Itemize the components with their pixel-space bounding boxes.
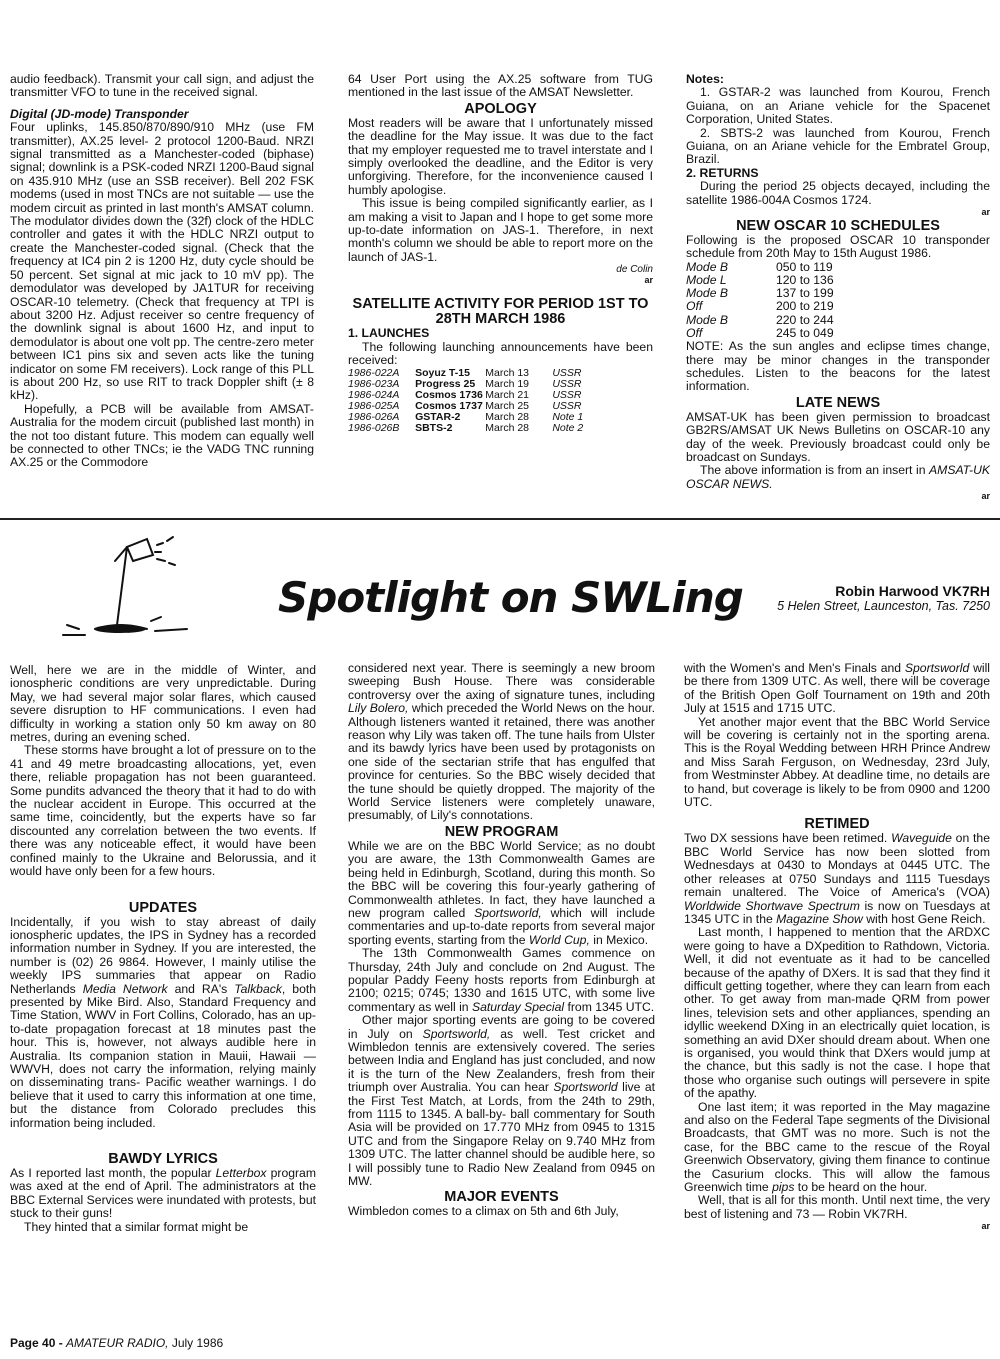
italic-text: pips [772,1180,795,1195]
swl-column-3 [684,662,990,1231]
subheading-launches: 1. LAUNCHES [348,326,430,341]
launch-row [348,379,653,390]
paragraph [684,1101,990,1195]
text: as well. Test cricket and Wimbledon tennis are extensively covered. The series between India and England has just concluded, and now it is the turn of the New Zealanders, fresh from their triumph over Australia. You can hear [348,1026,656,1095]
top-column-2 [348,73,653,434]
italic-text: Saturday Special [471,999,565,1014]
text: from 1345 UTC. [564,999,655,1014]
section-heading-major-events: MAJOR EVENTS [444,1189,559,1206]
paragraph [684,662,990,716]
text: , both presented by Mike Bird. Also, Standard Frequency and Time Station, WWV in Fort Collins, Colorado, has an up-to-date propagation forecast at 18 minutes past the hour. This is, however, not always audible here in Australia. Its companion station in Mauii, Hawaii — WWVH, does not carry the information, relying mainly on disseminating trans- Pacific weather warnings. I do believe that it used to carry this information at one time, but the distance from Colorado precludes this information being included. [10,981,317,1130]
text: and RA's [167,981,235,996]
italic-text: Worldwide Shortwave Spectrum [684,898,860,913]
launch-date: March 28 [485,410,530,423]
italic-text: Magazine Show [776,911,863,926]
launch-note: USSR [552,399,582,412]
text: to be heard on the hour. [794,1180,928,1195]
section-divider [0,518,1000,520]
italic-text: Letterbox [215,1166,267,1180]
notes-heading: Notes: [686,72,724,86]
launch-id: 1986-025A [348,399,400,412]
text: is now on Tuesdays at 1345 UTC in the [684,898,990,926]
launch-note: USSR [552,377,582,390]
page-number: Page 40 - [10,1336,67,1350]
section-heading-late-news: LATE NEWS [795,394,881,411]
schedule-range: 200 to 219 [776,299,834,314]
magazine-name: AMATEUR RADIO, [66,1336,169,1350]
text: Incidentally, if you wish to stay abreast of daily ionospheric updates, the IPS in Sydney has a recorded information number in Sydney. If you are interested, the number is (02) 26 9864. However, I mainly utilise the weekly IPS summaries that appear on Radio Netherlands [10,914,316,996]
italic-text: Media Network [82,981,168,996]
paragraph [348,947,655,1014]
paragraph: Well, here we are in the middle of Winter, and ionospheric conditions are very unpredictable. During May, we had several major solar flares, which caused severe disruption to HF communications. I even had difficulty in working a station only 50 km away on 80 metres, during an evening sched. [10,663,316,745]
top-column-1 [10,73,314,470]
paragraph: Hopefully, a PCB will be available from AMSAT-Australia for the modem circuit (published last month) in the not too distant future. This modem can equally well be connected to other TNCs; ie the VADG TNC running AX.25 or the Commodore [10,401,314,470]
launch-name: Cosmos 1737 [415,399,483,412]
schedule-mode: Mode B [686,286,729,301]
launch-table [348,368,653,434]
launch-name: Cosmos 1736 [415,388,483,401]
text: The above information is from an insert in [700,463,930,478]
schedule-range: 245 to 049 [776,325,834,340]
italic-text: AMSAT-UK OSCAR NEWS. [686,463,990,491]
launch-date: March 13 [485,366,530,379]
antenna-drawing [55,525,205,650]
author-block [700,583,990,613]
schedule-range: 137 to 199 [776,286,834,301]
subheading-returns: 2. RETURNS [686,165,759,180]
text: program was axed at the end of April. The administrators at the BBC External Services were inundated with protests, but stuck to their guns! [10,1166,316,1221]
paragraph: The following launching announcements have been received: [348,339,653,368]
launch-row [348,401,653,412]
launch-note: Note 1 [552,410,584,423]
launch-name: GSTAR-2 [415,410,461,423]
text: Two DX sessions have been retimed. [684,831,892,846]
italic-text: Sportsworld, [474,905,542,920]
paragraph: These storms have brought a lot of pressure on to the 41 and 49 metre broadcasting allocations, yet, even there, reliable propagation has not been guaranteed. Some pundits advanced the theory that it had to do with the nuclear accident in Europe. This occurred at the same time, coincidently, but the experts have so far discounted any correlation between the two events. If there was any noticeable effect, it would have been confined mainly to the Ukraine and Belorussia, and it would have only been for a few hours. [10,743,316,879]
end-mark: ar [981,1221,990,1232]
launch-id: 1986-024A [348,388,400,401]
paragraph: During the period 25 objects decayed, including the satellite 1986-004A Cosmos 1724. [686,179,990,207]
schedule-range: 220 to 244 [776,312,834,327]
launch-row [348,412,653,423]
text: live at the First Test Match, at Lords, from the 24th to 29th, from 1115 to 1345. A ball-by- ball commentary for South Asia will be provided on 17.770 MHz from 0945 to 1315 UTC and from the Singapore Relay on 9.740 MHz from 1309 UTC. The latter channel should be audible here, so I will possibly tune to Radio New Zealand from 0945 on MW. [348,1080,655,1189]
italic-text: Waveguide [891,831,952,846]
section-heading-new-program: NEW PROGRAM [444,823,559,840]
paragraph: Wimbledon comes to a climax on 5th and 6th July, [348,1204,619,1219]
launch-row [348,390,653,401]
launch-name: Soyuz T-15 [415,366,470,379]
note-1: 1. GSTAR-2 was launched from Kourou, French Guiana, on an Ariane vehicle for the Spacenet Corporation, United States. [686,85,990,127]
italic-text: Sportsworld [553,1080,618,1095]
signature: de Colin [616,264,653,276]
text: in Mexico. [589,932,649,947]
author-address: 5 Helen Street, Launceston, Tas. 7250 [777,599,990,613]
italic-text: Lily Bolero, [348,701,409,716]
italic-text: Talkback [234,981,282,996]
launch-date: March 19 [485,377,530,390]
italic-text: World Cup, [528,932,590,947]
text: Other major sporting events are going to be covered in July on [348,1013,655,1041]
paragraph: Yet another major event that the BBC World Service will be covering is certainly not in the sporting arena. This is the Royal Wedding between HRH Prince Andrew and Miss Sarah Ferguson, on Wednesday, 23rd July, from Westminster Abbey. At deadline time, no details are to hand, but coverage is likely to be from 0900 and 1200 UTC. [684,714,990,810]
section-heading-apology: APOLOGY [464,100,537,117]
swl-column-2 [348,662,655,1219]
paragraph: Last month, I happened to mention that the ARDXC were going to have a DXpedition to Rathdown, Victoria. Well, it did not eventuate as it had to be cancelled because of the apathy of DXers. It is sad that they find it difficult getting together, where they can learn from each other. To get away from man-made QRM from power lines, television sets and other appliances, spending an idyllic weekend DXing in an electrically quiet location, is something an avid DXer should dream about. When one is organised, you would think that DXers would jump at the chance, but this sadly is not the case. I hope that those who organise such outings will persevere in spite of the apathy. [684,925,990,1101]
schedule-row [686,314,834,327]
launch-row [348,423,653,434]
paragraph [348,1014,655,1188]
paragraph: 64 User Port using the AX.25 software from TUG mentioned in the last issue of the AMSAT Newsletter. [348,72,653,100]
paragraph: AMSAT-UK has been given permission to broadcast GB2RS/AMSAT UK News Bulletins on OSCAR-10 any day of the week. Previously broadcast could only be broadcast on Sundays. [686,409,990,464]
paragraph: Four uplinks, 145.850/870/890/910 MHz (use FM transmitter), AX.25 level- 2 protocol 1200-Baud. NRZI signal transmitted as a Manchester-coded (biphase) signal; downlink is a PSK-coded NRZI 1200-Baud signal on 435.910 MHz (use an SSB receiver). Bell 202 FSK modems (used in most TNCs are not suitable — use the modem circuit as printed in last month's AMSAT column. The modulator divides down the (32f) clock of the HDLC controller and gates it with the HDLC NRZI output to create the Manchester-coded signal. (Check that the frequency at IC4 pin 2 is 1200 Hz, duty cycle should be 50 percent. Set signal at mic jack to 10 mV pp). The demodulator was developed by JA1TUR for receiving OSCAR-10 telemetry. (Check that frequency at TPI is about 3200 Hz. Adjust receiver so centre frequency of the downlink signal is about 1600 Hz, and input to demodulator is about one volt pp. The centre-zero meter between IC1 pins six and seven acts like the tuning indicator on some FM receivers). Lock range of this PLL is about 200 Hz, so use RIT to track Doppler shift (± 8 kHz). [10,120,314,403]
schedule-range: 120 to 136 [776,273,834,288]
text: The 13th Commonwealth Games commence on Thursday, 24th July and conclude on 2nd August. The popular Paddy Feeny hosts reports from Edinburgh at 2100; 0215; 0745; 1330 and 1615 UTC, with some live commentary as well in [348,946,655,1014]
paragraph [684,832,990,926]
section-heading-activity: SATELLITE ACTIVITY FOR PERIOD 1ST TO 28TH MARCH 1986 [352,296,649,328]
launch-id: 1986-023A [348,377,400,390]
text: on the BBC World Service has now been slotted from Wednesdays at 0430 to Mondays at 0445 UTC. The other releases at 0750 Sundays and 1115 Tuesdays remain unaltered. The Voice of America's (VOA) [684,831,990,900]
launch-note: Note 2 [552,421,584,434]
schedule-mode: Mode L [686,273,727,288]
launch-id: 1986-026A [348,410,400,423]
launch-name: Progress 25 [415,377,476,390]
text: While we are on the BBC World Service; as no doubt you are aware, the 13th Commonwealth Games are being held in Edinburgh, Scotland, during this month. So the BBC will be covering this four-yearly gathering of Commonwealth athletes. In fact, they have launched a new program called [348,838,655,920]
text: One last item; it was reported in the May magazine and also on the Federal Tape segments of the Divisional Broadcasts, that GMT was no more. Such is not the case, for the BBC came to the rescue of the Royal Greenwich Observatory, giving them finance to continue the Casurium clocks. This will allow the famous Greenwich time [684,1099,990,1195]
schedule-mode: Off [686,299,703,314]
launch-row [348,368,653,379]
launch-id: 1986-022A [348,366,400,379]
schedule-range: 050 to 119 [776,259,833,274]
text: considered next year. There is seemingly a new broom sweeping Bush House. There was considerable controversy over the axing of signature tunes, including [348,661,655,702]
paragraph: Following is the proposed OSCAR 10 transponder schedule from 20th May to 15th August 1986. [686,233,990,261]
launch-note: USSR [552,388,582,401]
paragraph: Most readers will be aware that I unfortunately missed the deadline for the May issue. It was due to the fact that my employer requested me to travel interstate and I simply overlooked the deadline, and the Editor is very unforgiving. Therefore, for the inconvenience caused I humbly apologise. [348,115,653,197]
paragraph [10,1167,316,1221]
text: As I reported last month, the popular [10,1166,216,1180]
paragraph [348,662,655,823]
schedule-mode: Mode B [686,259,729,274]
paragraph [686,464,990,491]
text: which will include commentaries and up-to-date reports from several major sporting events, starting from the [348,905,655,947]
text: with the Women's and Men's Finals and [684,661,905,675]
section-heading-bawdy: BAWDY LYRICS [108,1151,218,1167]
swl-column-1 [10,664,316,1234]
schedule-mode: Mode B [686,312,729,327]
text: will be there from 1309 UTC. As well, there will be coverage of the British Open Golf Tournament on 19th and 20th July at 1515 and 1715 UTC. [684,661,990,716]
paragraph [348,840,655,947]
launch-date: March 28 [485,421,530,434]
note-2: 2. SBTS-2 was launched from Kourou, French Guiana, on an Ariane vehicle for the Embratel Group, Brazil. [686,125,990,167]
paragraph [10,916,316,1131]
banner-title: Spotlight on SWLing [278,573,743,622]
top-column-3 [686,73,990,501]
text: which preceded the World News on the hour. Although listeners wanted it retained, there was another reason why Lily was taken off. The tune hails from Ulster and its bawdy lyrics have been used by protagonists on one side of the sectarian strife that has engulfed that province for centuries. So the BBC wisely decided that the tune should be quietly dropped. The majority of the World Service listeners were completely unaware, presumably, of Lily's connotations. [348,701,655,823]
paragraph: They hinted that a similar format might be [24,1219,249,1234]
section-heading: Digital (JD-mode) Transponder [10,106,189,121]
launch-name: SBTS-2 [415,421,453,434]
schedule-mode: Off [686,325,703,340]
paragraph: Well, that is all for this month. Until next time, the very best of listening and 73 — Robin VK7RH. [684,1193,990,1221]
author-name: Robin Harwood VK7RH [835,583,990,599]
italic-text: Sportsworld [904,661,970,675]
text: with host Gene Reich. [862,911,986,926]
paragraph: This issue is being compiled significantly earlier, as I am making a visit to Japan and I hope to get some more up-to-date information on JAS-1. Therefore, in next month's column we should be able to report more on the launch of JAS-1. [348,196,653,264]
end-mark: ar [981,491,990,502]
launch-date: March 21 [485,388,530,401]
oscar-schedule-table [686,261,834,340]
section-heading-retimed: RETIMED [804,816,870,833]
paragraph: NOTE: As the sun angles and eclipse times change, there may be minor changes in the transponder schedules. Listen to the beacons for the latest information. [686,339,990,394]
end-mark: ar [644,275,653,286]
page-footer [10,1336,223,1350]
launch-note: USSR [552,366,582,379]
paragraph: audio feedback). Transmit your call sign, and adjust the transmitter VFO to tune in the received signal. [10,72,314,100]
section-heading-updates: UPDATES [128,899,198,916]
launch-date: March 25 [485,399,530,412]
italic-text: Sportsworld, [422,1026,491,1041]
launch-id: 1986-026B [348,421,400,434]
issue-date: July 1986 [168,1336,224,1350]
end-mark: ar [981,207,990,218]
schedule-row [686,300,834,313]
section-heading-oscar: NEW OSCAR 10 SCHEDULES [736,218,940,235]
